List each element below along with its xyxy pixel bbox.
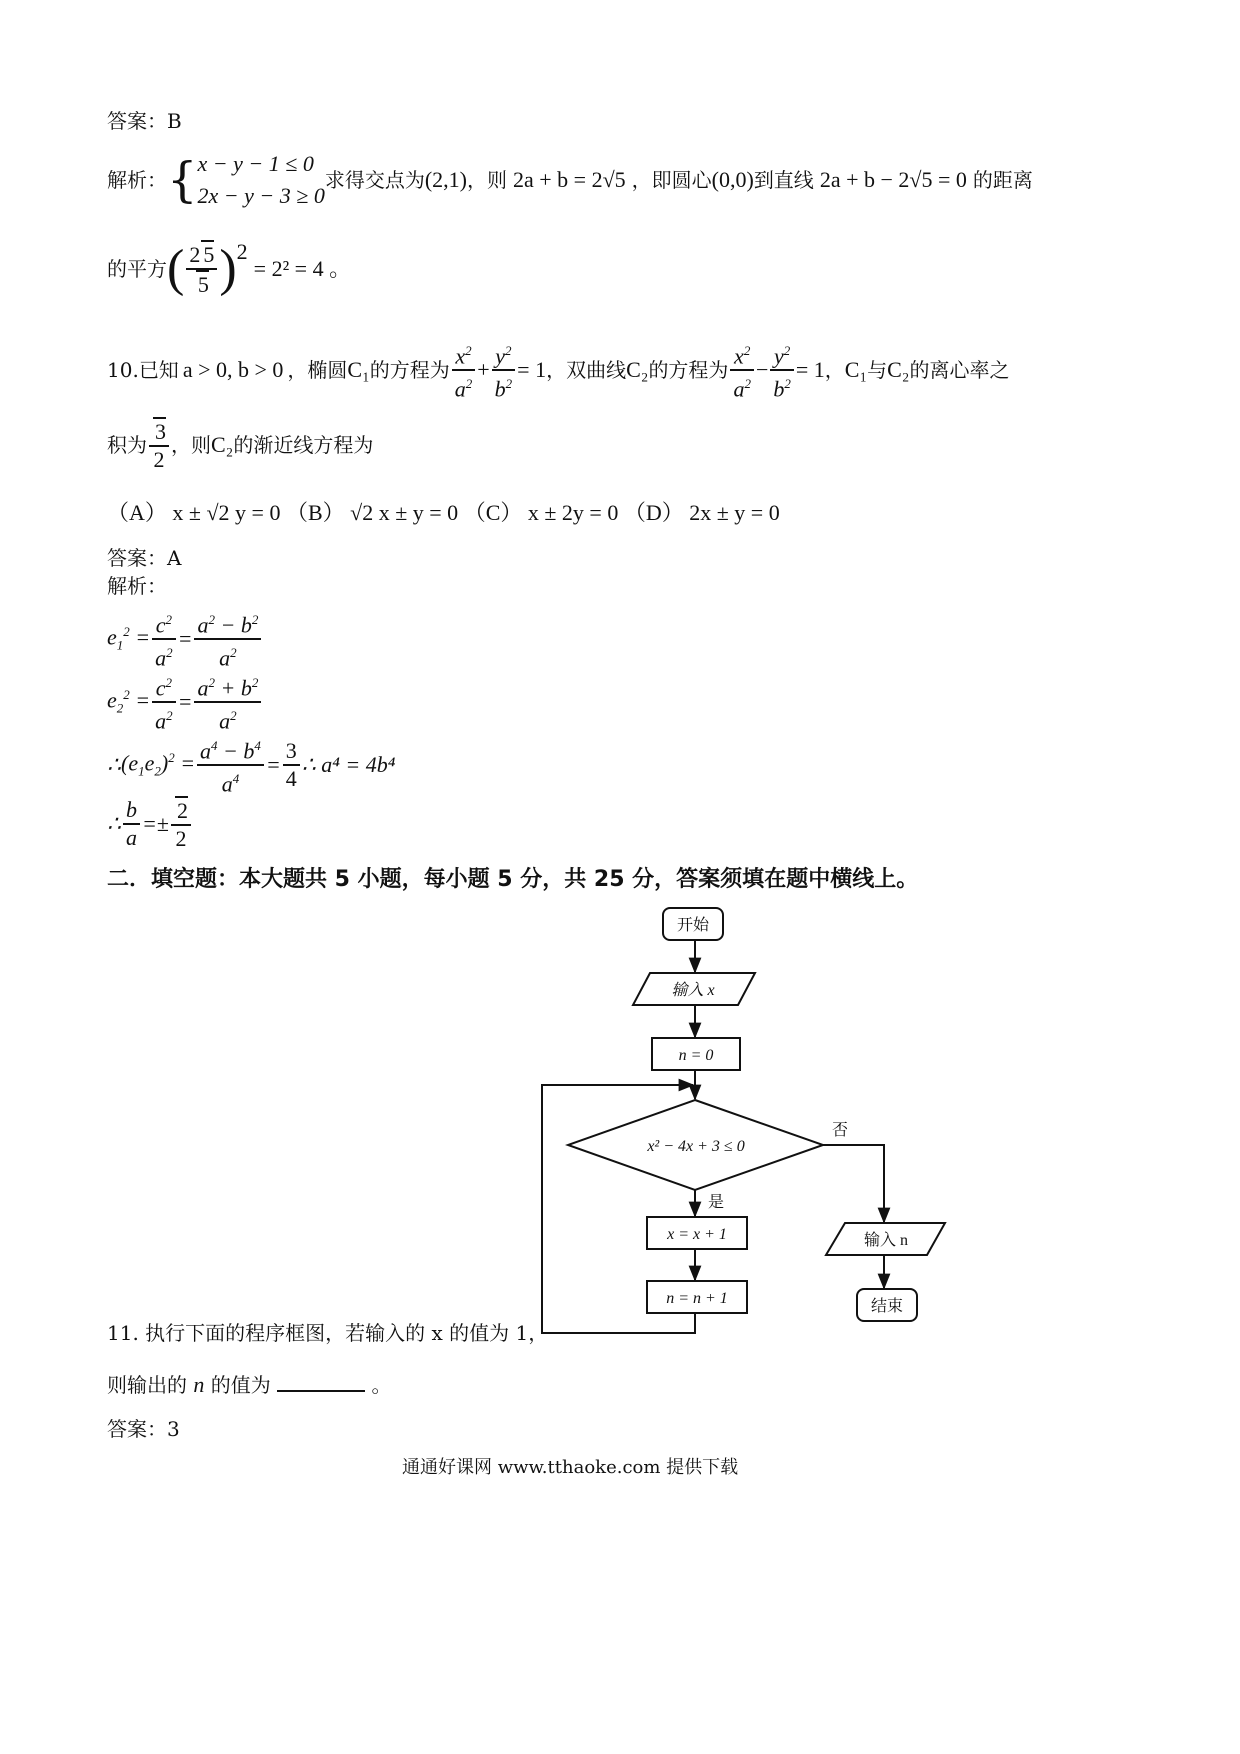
q9-text-a: 求得交点为 [324, 168, 425, 192]
q9-line2-a: 的平方 [107, 257, 167, 281]
q11-line2-a: 则输出的 [107, 1373, 187, 1397]
q9-analysis-line1 [107, 145, 1033, 215]
q11-answer: 答案：3 [107, 1417, 180, 1441]
q10-number: 10. [107, 358, 139, 382]
q9-text-d: 到直线 [753, 168, 814, 192]
ellipse-term-x: $\frac{x^2}{a^2}$ [452, 338, 476, 403]
q10-text-h: 的离心率之 [909, 358, 1010, 382]
equation-2: 2a + b − 2√5 = 0 [819, 167, 967, 192]
q10-text-e: 的方程为 [648, 358, 729, 382]
q10-line2-c: 的渐近线方程为 [233, 433, 374, 457]
q10-stem-line1: 10. 已知 a > 0, b > 0 ，椭圆 C₁ 的方程为 $\frac{x^2}{a^2}$ + $\frac{y^2}{b^2}$ = 1 ，双曲线 C₂ 的方程为 $\frac{x^2}{a^2}$ − $\frac{y^2}{b^2}$ = 1 ， C₁ 与 C₂ 的离心率之 [107, 340, 1009, 400]
condition-label: x² − 4x + 3 ≤ 0 [647, 1138, 745, 1155]
circle-center: (0,0) [711, 167, 754, 192]
q11-line2-b: 的值为 [210, 1373, 271, 1397]
c2-symbol-2: C₂ [887, 357, 910, 382]
q11-n: n [193, 1372, 205, 1397]
right-paren: ) [219, 240, 237, 297]
derivation-result: ∴ a⁴ = 4b⁴ [301, 752, 396, 778]
q10-text-c: 的方程为 [369, 358, 450, 382]
q10-line2-b: ，则 [171, 433, 211, 457]
left-brace: { [167, 152, 198, 208]
q9-text-c: ，即圆心 [631, 168, 712, 192]
equation-1: 2a + b = 2√5 [513, 167, 626, 192]
input-x-label: 输入 x [671, 982, 715, 999]
q11-stem-line2 [107, 1372, 391, 1398]
inequality-1: x − y − 1 ≤ 0 [197, 151, 314, 176]
intersection-point: (2,1) [424, 167, 467, 192]
q9-text-e: 的距离 [972, 168, 1033, 192]
q10-text-d: ，双曲线 [546, 358, 627, 382]
q11-line2-end: 。 [371, 1373, 392, 1397]
q10-answer: 答案：A [107, 546, 182, 570]
inequality-2: 2x − y − 3 ≥ 0 [197, 183, 325, 208]
option-a: （A） x ± √2 y = 0 [107, 500, 281, 525]
q10-options [107, 500, 780, 526]
answer-blank [277, 1372, 365, 1392]
option-c: （C） x ± 2y = 0 [463, 500, 619, 525]
increment-x-label: x = x + 1 [667, 1226, 727, 1243]
hyperbola-term-x: $\frac{x^2}{a^2}$ [730, 338, 754, 403]
q10-stem-line2 [107, 412, 373, 478]
therefore-symbol-2: ∴ [107, 811, 121, 836]
q9-analysis-line2: 的平方 ( $\frac{2 5}{5}$ ) 2 = 2² = 4 。 [107, 239, 352, 297]
q9-text-b: ，则 [467, 168, 507, 192]
q9-answer: 答案：B [107, 109, 182, 133]
c1-symbol-2: C₁ [844, 357, 868, 382]
plus-minus: ± [156, 811, 169, 836]
q10-text-g: 与 [867, 358, 888, 382]
increment-n-label: n = n + 1 [666, 1290, 728, 1307]
derivation-e2: $e_2^2$ = $\frac{c^2}{a^2}$ = $\frac{a^2 + b^2}{a^2}$ [107, 670, 263, 735]
q10-analysis-label: 解析： [107, 574, 167, 598]
therefore-symbol-1: ∴ [107, 752, 121, 778]
init-n-label: n = 0 [678, 1047, 714, 1064]
fraction-2sqrt5-over-sqrt5: $\frac{2 5}{5}$ [186, 240, 217, 298]
c1-symbol: C₁ [347, 357, 370, 382]
inequality-system [198, 148, 325, 212]
program-flowchart [530, 895, 970, 1345]
option-d: （D） 2x ± y = 0 [623, 500, 780, 525]
q9-analysis-label: 解析： [107, 168, 167, 192]
end-label: 结束 [870, 1298, 904, 1315]
section-2-heading: 二．填空题：本大题共 5 小题，每小题 5 分，共 25 分，答案须填在题中横线上。 [107, 867, 919, 892]
page-footer: 通通好课网 www.tthaoke.com 提供下载 [402, 1457, 739, 1478]
yes-label: 是 [707, 1194, 725, 1211]
q10-condition: a > 0, b > 0 [182, 357, 284, 382]
q10-text-f: ， [824, 358, 845, 382]
hyperbola-term-y: $\frac{y^2}{b^2}$ [770, 338, 794, 403]
q10-text-b: ，椭圆 [287, 358, 348, 382]
start-label: 开始 [676, 917, 710, 934]
derivation-e1: $e_1^2$ = $\frac{c^2}{a^2}$ = $\frac{a^2 - b^2}{a^2}$ [107, 607, 263, 672]
derivation-ratio: ∴ $\frac{b}{a}$ = ± $\frac{2}{2}$ [107, 796, 193, 852]
c2-symbol-3: C₂ [211, 432, 234, 457]
no-label: 否 [831, 1122, 849, 1139]
left-paren: ( [167, 240, 185, 297]
c2-symbol: C₂ [626, 357, 649, 382]
q10-text-a: 已知 [138, 358, 179, 382]
option-b: （B） √2 x ± y = 0 [285, 500, 459, 525]
ellipse-term-y: $\frac{y^2}{b^2}$ [492, 338, 516, 403]
derivation-product: ∴ $(e_1e_2)^2$ = $\frac{a^4 - b^4}{a^4}$ = $\frac{3}{4}$ ∴ a⁴ = 4b⁴ [107, 733, 395, 798]
q11-stem-line1: 11. 执行下面的程序框图，若输入的 x 的值为 1， [107, 1321, 549, 1345]
q9-result: = 2² = 4 。 [253, 256, 352, 281]
q10-line2-a: 积为 [107, 433, 147, 457]
sqrt3-over-2: $\frac{3}{2}$ [149, 417, 169, 473]
output-n-label: 输入 n [863, 1232, 909, 1249]
